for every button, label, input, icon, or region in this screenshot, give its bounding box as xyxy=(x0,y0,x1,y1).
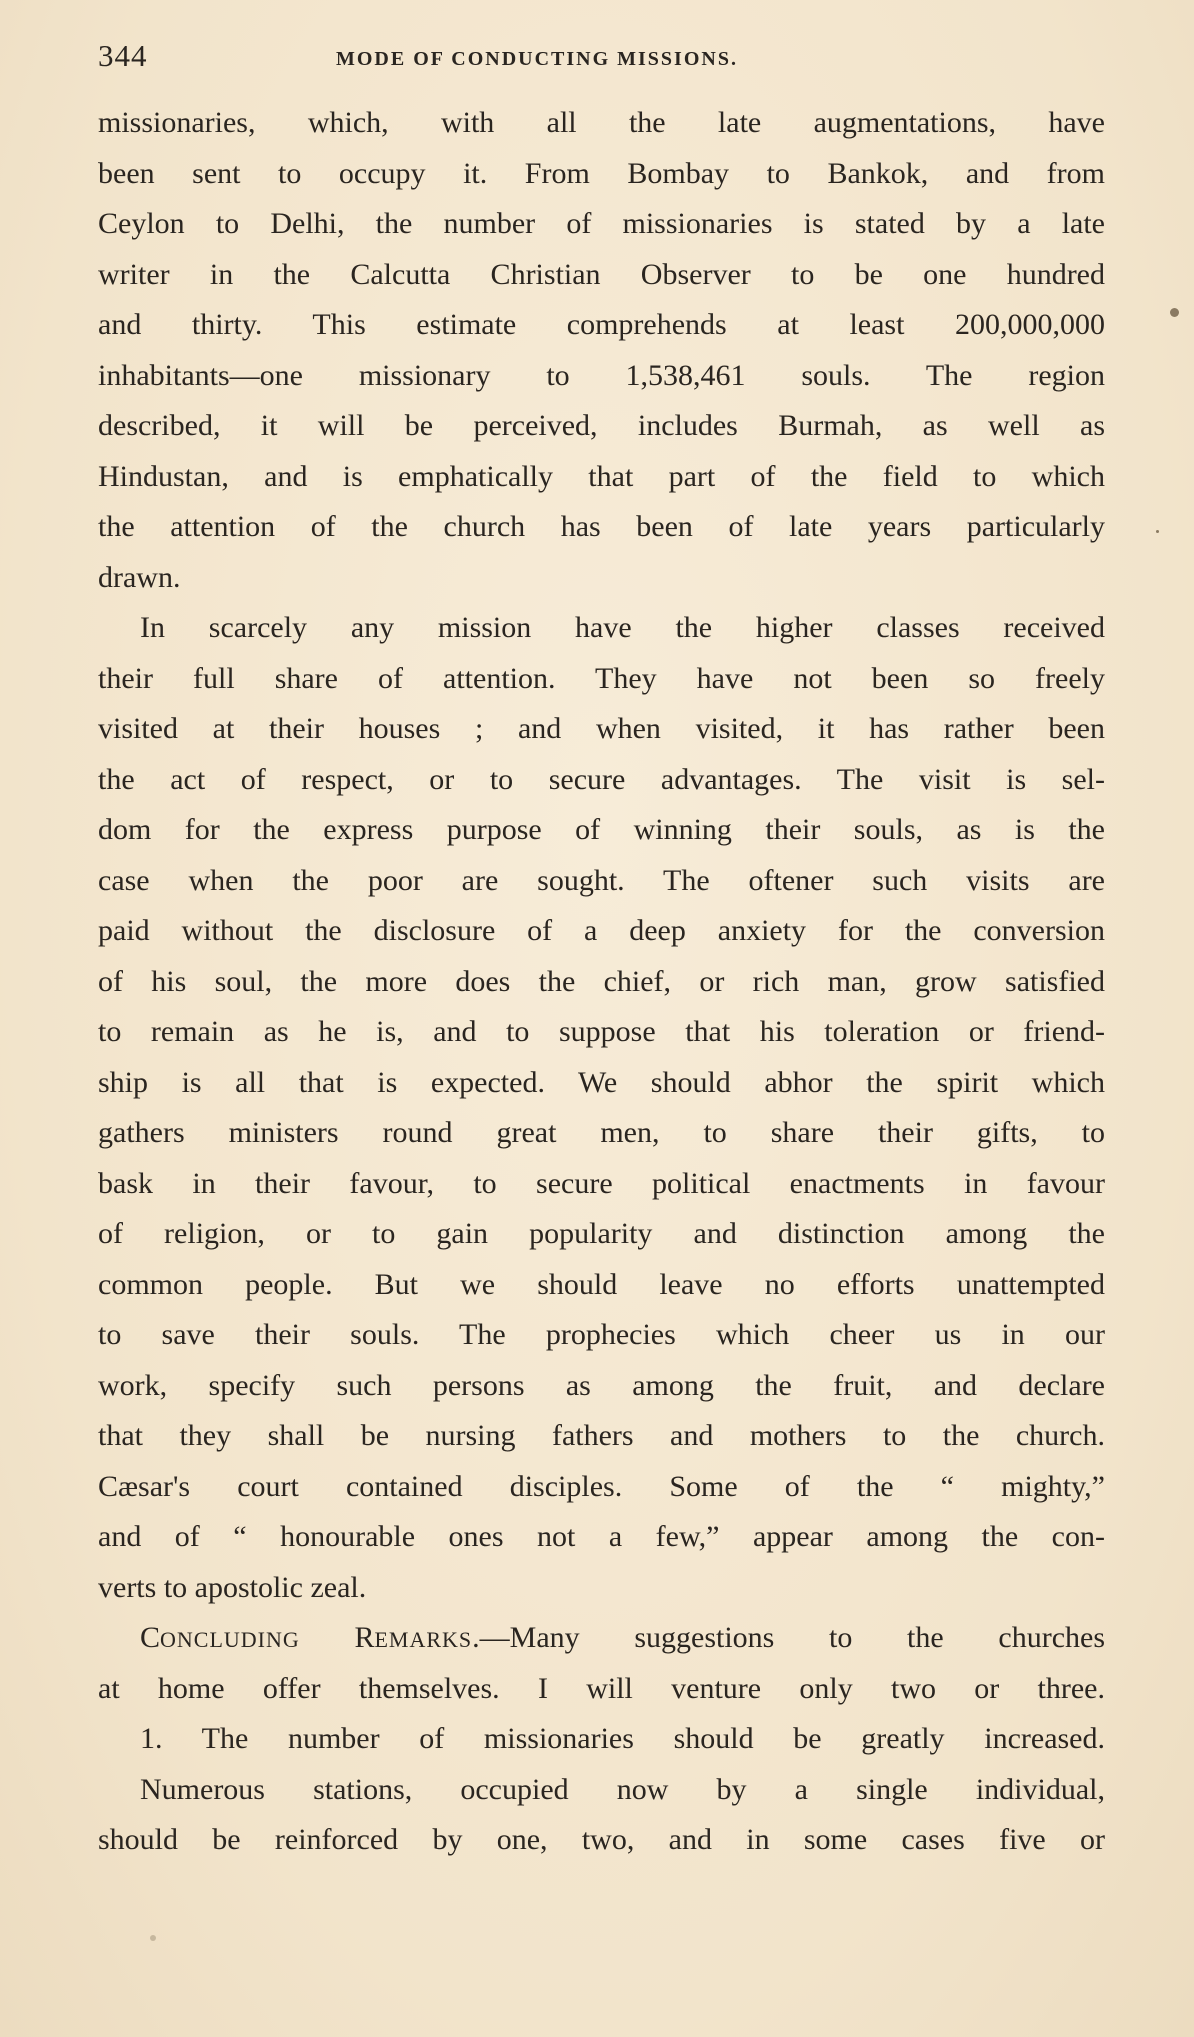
text-line: visited at their houses ; and when visited, it has rather been xyxy=(98,712,1105,745)
text-line: dom for the express purpose of winning their souls, as is the xyxy=(98,813,1105,846)
text-line: to save their souls. The prophecies which cheer us in our xyxy=(98,1318,1105,1351)
text-line: case when the poor are sought. The oftener such visits are xyxy=(98,863,1105,897)
text-line: 1. The number of missionaries should be greatly increased. xyxy=(140,1722,1105,1755)
text-line: common people. But we should leave no efforts unattempted xyxy=(98,1267,1105,1301)
text-line: writer in the Calcutta Christian Observer to be one hundred xyxy=(98,257,1105,291)
running-head xyxy=(98,38,1098,88)
text-line: In scarcely any mission have the higher classes received xyxy=(140,611,1105,644)
heading-initial: C xyxy=(140,1621,161,1654)
text-line: should be reinforced by one, two, and in some cases five or xyxy=(98,1823,1105,1856)
text-line: of his soul, the more does the chief, or rich man, grow satisfied xyxy=(98,964,1105,998)
text-line: bask in their favour, to secure political enactments in favour xyxy=(98,1166,1105,1200)
text-line: work, specify such persons as among the fruit, and declare xyxy=(98,1368,1105,1402)
text-line: missionaries, which, with all the late augmentations, have xyxy=(98,106,1105,139)
running-title: MODE OF CONDUCTING MISSIONS. xyxy=(336,48,738,70)
text-line: Ceylon to Delhi, the number of missionaries is stated by a late xyxy=(98,207,1105,240)
text-line: their full share of attention. They have not been so freely xyxy=(98,661,1105,695)
heading-continuation: .—Many suggestions to the churches xyxy=(472,1621,1105,1654)
text-line: and thirty. This estimate comprehends at least 200,000,000 xyxy=(98,308,1105,341)
text-line: of religion, or to gain popularity and distinction among the xyxy=(98,1217,1105,1250)
heading-smallcaps: EMARKS xyxy=(374,1627,473,1652)
heading-smallcaps: ONCLUDING xyxy=(160,1627,300,1652)
ink-speck xyxy=(1156,530,1159,533)
text-line: drawn. xyxy=(98,560,181,594)
text-line: the act of respect, or to secure advantages. The visit is sel- xyxy=(98,762,1105,796)
text-line: paid without the disclosure of a deep anxiety for the conversion xyxy=(98,914,1105,947)
text-line: and of “ honourable ones not a few,” appear among the con- xyxy=(98,1520,1105,1553)
section-heading-line xyxy=(98,1613,1105,1664)
text-line: to remain as he is, and to suppose that his toleration or friend- xyxy=(98,1015,1105,1048)
text-line: at home offer themselves. I will venture only two or three. xyxy=(98,1671,1105,1705)
text-line: Cæsar's court contained disciples. Some of the “ mighty,” xyxy=(98,1469,1105,1503)
text-line: been sent to occupy it. From Bombay to Bankok, and from xyxy=(98,156,1105,190)
text-line: the attention of the church has been of late years particularly xyxy=(98,510,1105,543)
text-line: gathers ministers round great men, to share their gifts, to xyxy=(98,1116,1105,1149)
text-line: Numerous stations, occupied now by a single individual, xyxy=(140,1772,1105,1806)
text-line: Hindustan, and is emphatically that part of the field to which xyxy=(98,459,1105,493)
text-line: ship is all that is expected. We should abhor the spirit which xyxy=(98,1065,1105,1099)
text-line: described, it will be perceived, includes Burmah, as well as xyxy=(98,409,1105,442)
page-number: 344 xyxy=(98,38,148,73)
ink-speck xyxy=(150,1935,156,1941)
text-line: verts to apostolic zeal. xyxy=(98,1570,367,1604)
heading-initial: R xyxy=(354,1621,375,1654)
text-line: inhabitants—one missionary to 1,538,461 souls. The region xyxy=(98,358,1105,392)
body-text xyxy=(98,98,1105,1866)
ink-speck xyxy=(1170,308,1179,317)
text-line: that they shall be nursing fathers and mothers to the church. xyxy=(98,1419,1105,1452)
